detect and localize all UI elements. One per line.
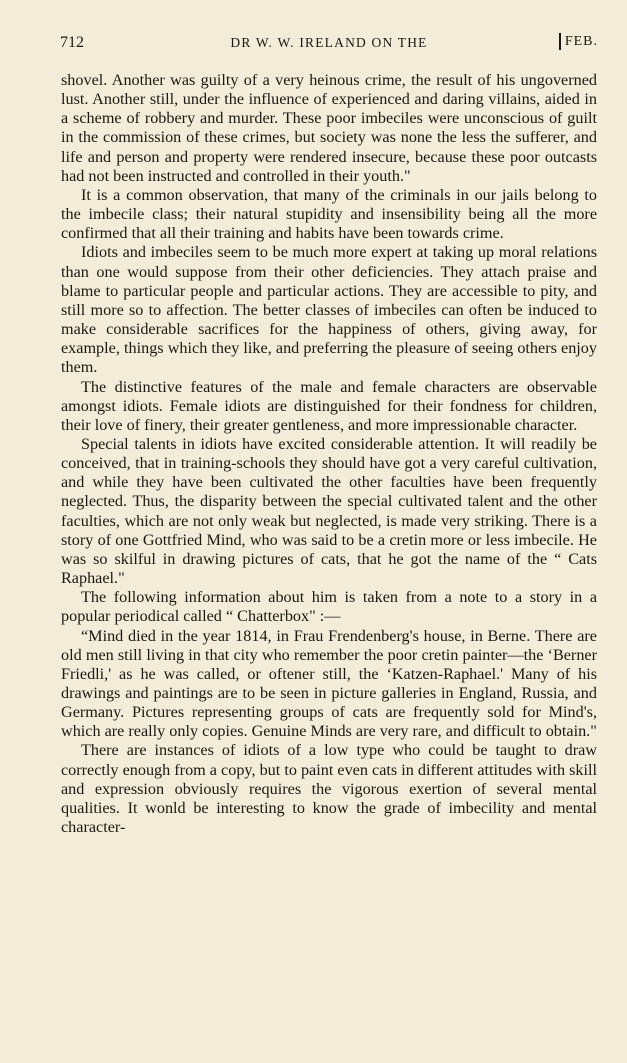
paragraph: It is a common observation, that many of the criminals in our jails belong to the imbecile class; their natural stupidity and insensibility being all the more confirmed that all their training and habits have been towards crime. bbox=[61, 185, 597, 243]
paragraph: Idiots and imbeciles seem to be much more expert at taking up moral relations than one would suppose from their other deficiencies. They attach praise and blame to particular people and particular actions. They are accessible to pity, and still more so to affection. The better classes of imbeciles can often be induced to make considerable sacrifices for the happiness of others, giving away, for example, things which they like, and preferring the pleasure of seeing others enjoy them. bbox=[61, 243, 597, 377]
body-text bbox=[61, 71, 597, 837]
page-number: 712 bbox=[60, 34, 84, 51]
paragraph: shovel. Another was guilty of a very heinous crime, the result of his ungoverned lust. Another still, under the influence of experienced and daring villains, aided in a scheme of robbery and murder. These poor imbeciles were unconscious of guilt in the commission of these crimes, but society was none the less the sufferer, and life and person and property were rendered insecure, because these poor outcasts had not been instructed and controlled in their youth." bbox=[61, 71, 597, 185]
paragraph: Special talents in idiots have excited considerable attention. It will readily be conceived, that in training-schools they should have got a very careful cultivation, and while they have been cultivated the other faculties have been frequently neglected. Thus, the disparity between the special cultivated talent and the other faculties, which are not only weak but neglected, is made very striking. There is a story of one Gottfried Mind, who was said to be a cretin more or less imbecile. He was so skilful in drawing pictures of cats, that he got the name of the “ Cats Raphael." bbox=[61, 434, 597, 588]
paragraph: There are instances of idiots of a low type who could be taught to draw correctly enough from a copy, but to paint even cats in different attitudes with skill and expression obviously requires the vigorous exertion of several mental qualities. It wonld be interesting to know the grade of imbecility and mental character- bbox=[61, 741, 597, 837]
running-title: DR W. W. IRELAND ON THE bbox=[230, 35, 428, 50]
issue-month: FEB. bbox=[564, 34, 598, 49]
quoted-paragraph: “Mind died in the year 1814, in Frau Frendenberg's house, in Berne. There are old men still living in that city who remember the poor cretin painter—the ‘Berner Friedli,' as he was called, or oftener still, the ‘Katzen-Raphael.' Many of his drawings and paintings are to be seen in picture galleries in England, Russia, and Germany. Pictures representing groups of cats are frequently sold for Mind's, which are really only copies. Genuine Minds are very rare, and difficult to obtain." bbox=[61, 626, 597, 741]
running-header bbox=[60, 34, 598, 58]
paragraph: The following information about him is taken from a note to a story in a popular periodical called “ Chatterbox" :— bbox=[61, 588, 597, 626]
paragraph: The distinctive features of the male and female characters are observable amongst idiots. Female idiots are distinguished for their fondness for children, their love of finery, their greater gentleness, and more impressionable character. bbox=[61, 377, 597, 434]
